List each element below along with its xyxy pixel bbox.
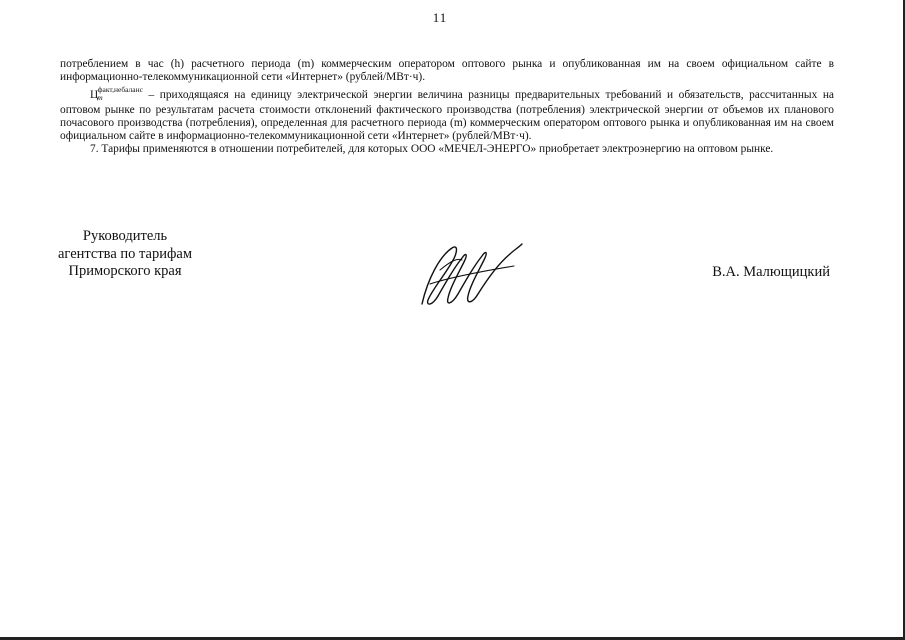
signatory-title-line-3: Приморского края [68,263,182,279]
paragraph-continuation: потреблением в час (h) расчетного периода (m) коммерческим оператором оптового рынка и опубликованная им на своем официальном сайте в информационно-телекоммуникационной сети «Интернет» (рублей/МВт·ч). [60,58,834,83]
formula-definition-text: – приходящаяся на единицу электрической энергии величина разницы предварительных требований и обязательств, рассчитанных на оптовом рынке по результатам расчета стоимости отклонений фактического производства (потребления) электрической энергии от объемов их планового почасового производства (потребления), определенная для расчетного периода (m) коммерческим оператором оптового рынка и опубликованная им на своем официальном сайте в информационно-телекоммуникационной сети «Интернет» (рублей/МВт·ч). [60,88,834,142]
page-number: 11 [432,10,448,25]
signatory-title-line-1: Руководитель [82,228,168,244]
formula-symbol: Ц [90,88,99,101]
formula-subscript: m [97,92,103,102]
signatory-title-line-2: агентства по тарифам [58,245,192,262]
signatory-name: В.А. Малющицкий [712,264,830,280]
handwritten-signature [418,238,526,310]
paragraph-item-7: 7. Тарифы применяются в отношении потребителей, для которых ООО «МЕЧЕЛ-ЭНЕРГО» приобретает электроэнергию на оптовом рынке. [90,142,774,155]
document-body [60,58,834,156]
formula-superscript: факт,небаланс [97,84,143,94]
signatory-title [50,228,200,281]
paragraph-formula-definition [60,84,834,143]
